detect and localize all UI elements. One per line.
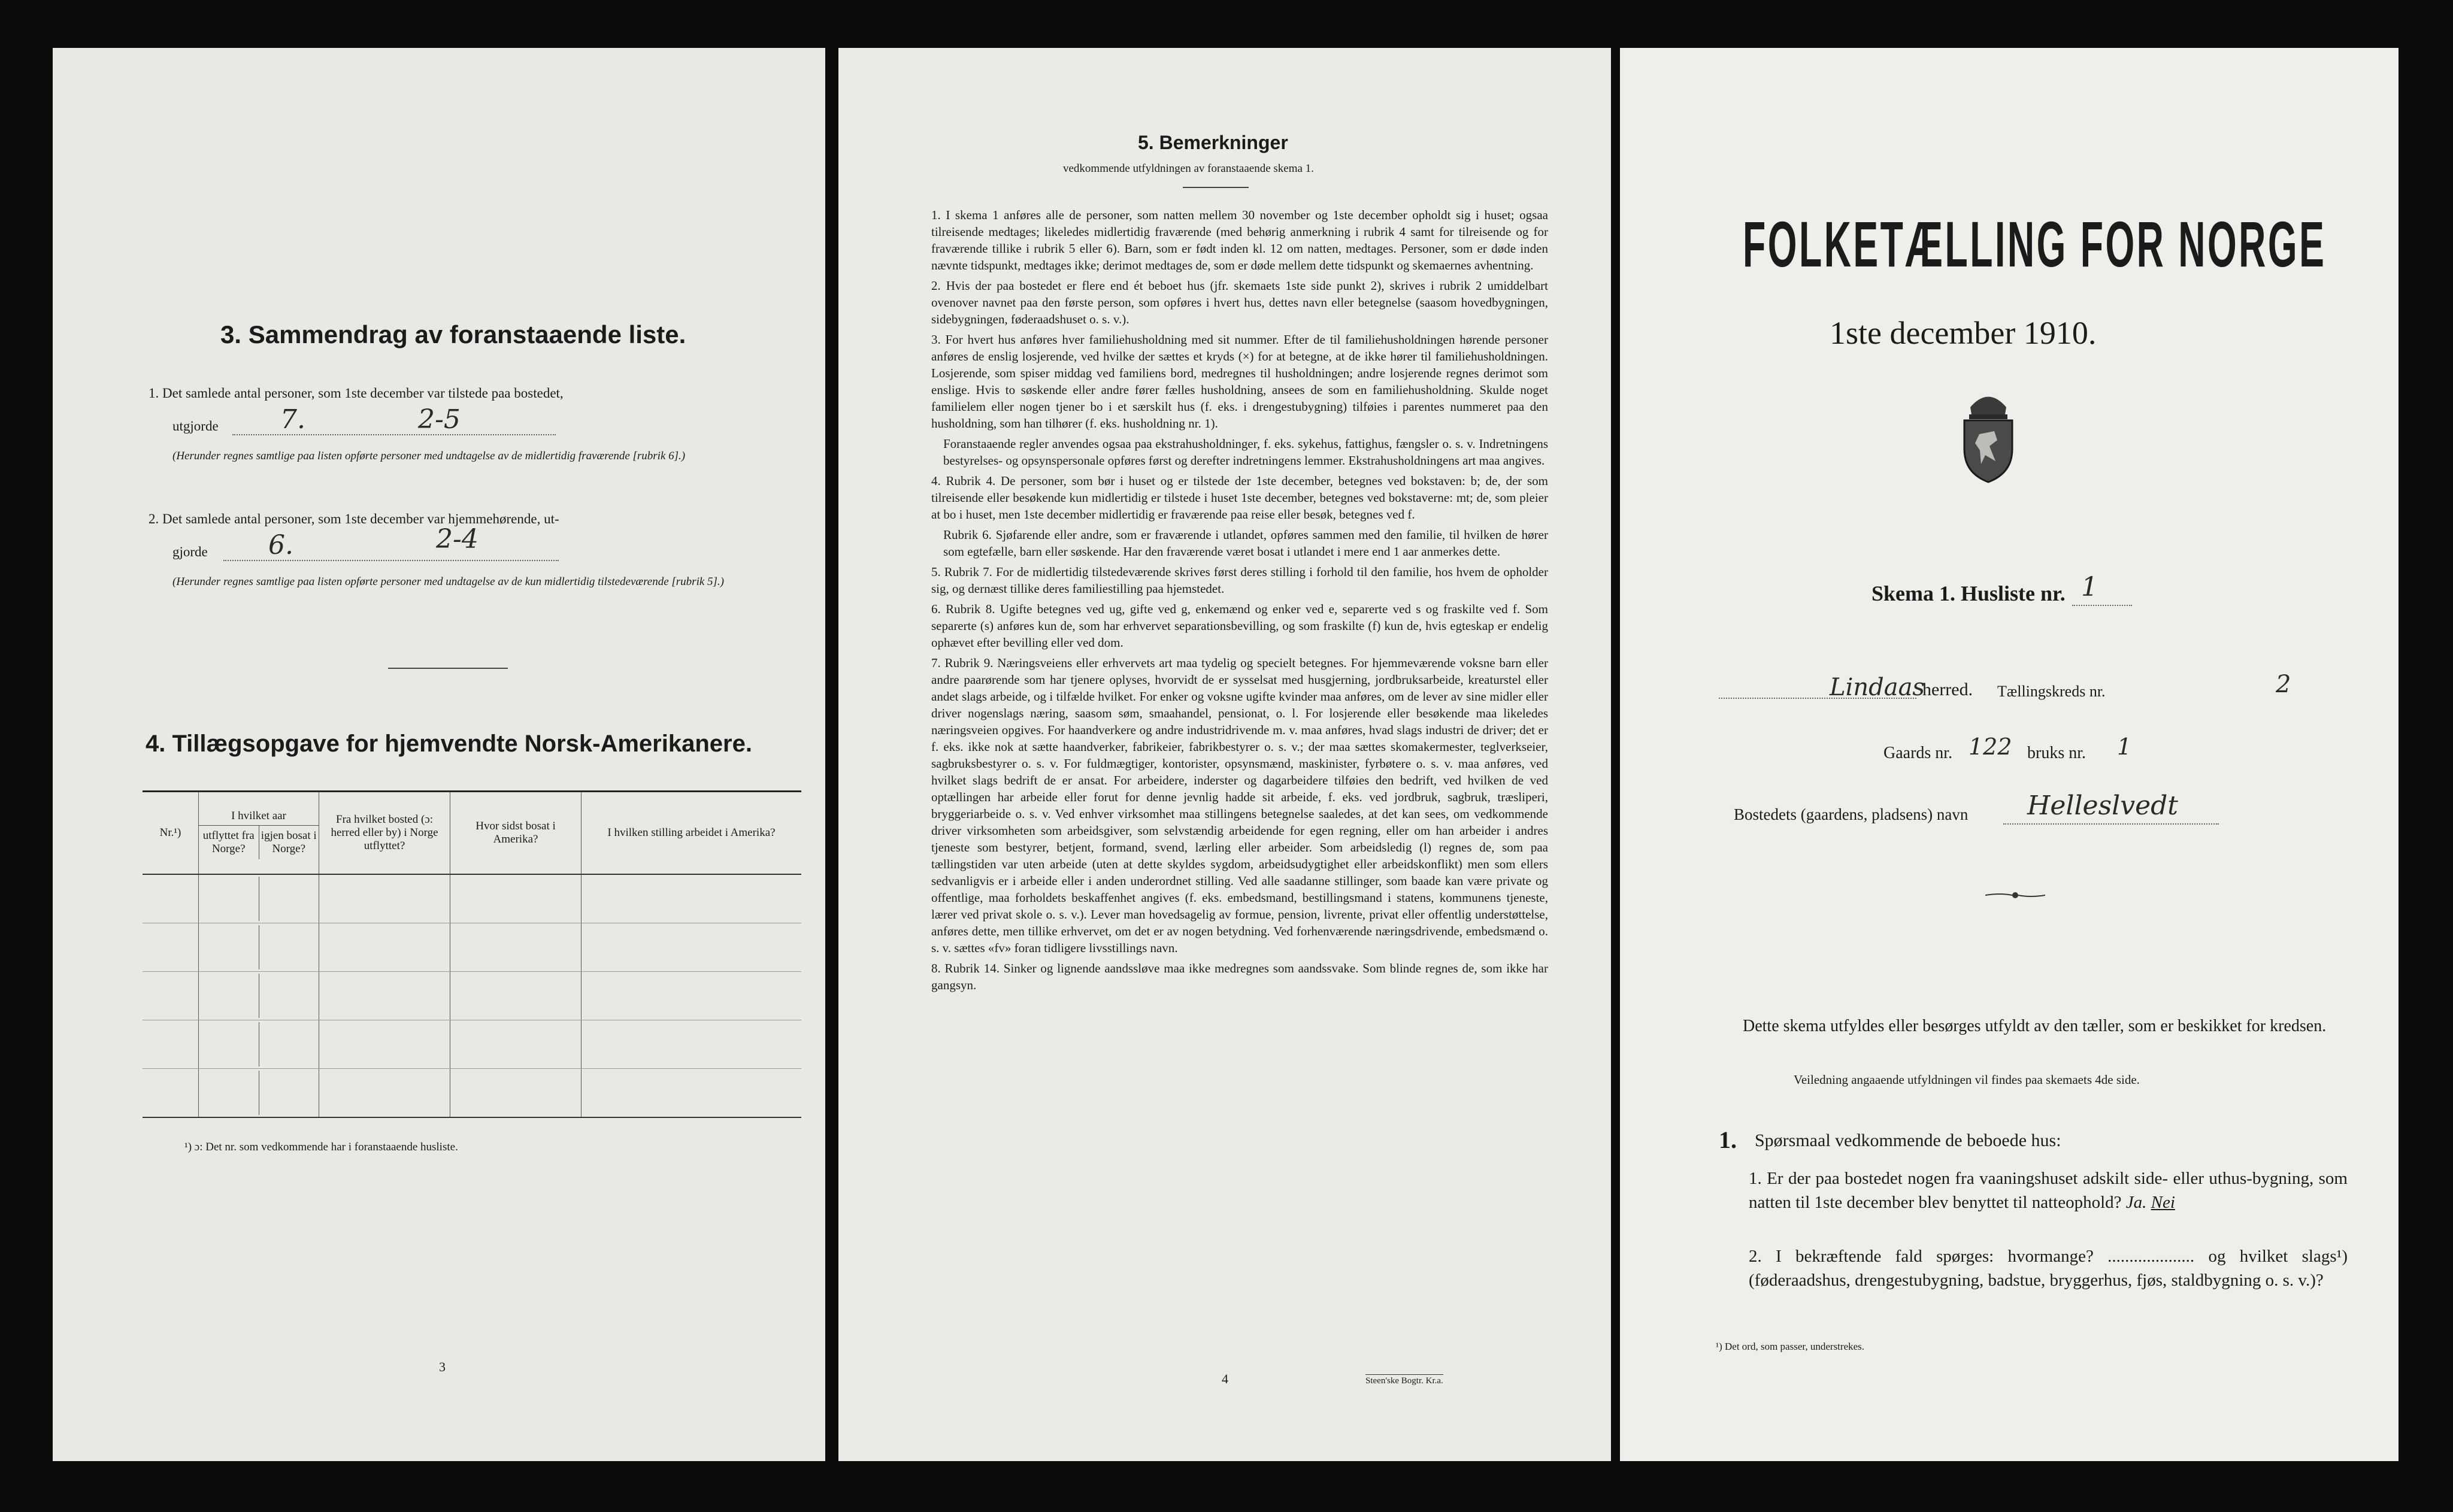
col-last-residence: Hvor sidst bosat i Amerika? [450,792,582,875]
returnee-table [143,790,801,1118]
section3-title: 3. Sammendrag av foranstaaende liste. [220,320,686,349]
section5-subtitle: vedkommende utfyldningen av foranstaaende skema 1. [1063,162,1314,175]
item1-extra: 2-5 [418,404,461,435]
table-row [143,923,801,972]
right-footnote: ¹) Det ord, som passer, understrekes. [1716,1341,1865,1352]
instruction: Dette skema utfyldes eller besørges utfyldt av den tæller, som er beskikket for kredsen. [1743,1017,2327,1035]
bosted-label: Bostedets (gaardens, pladsens) navn [1734,805,1969,823]
divider [1183,187,1249,188]
husliste-line [2072,605,2132,606]
item2-value: 6. [268,530,293,560]
instruction-small: Veiledning angaaende utfyldningen vil findes paa skemaets 4de side. [1794,1072,2140,1087]
remark-item: 7. Rubrik 9. Næringsveiens eller erhvervets art maa tydelig og specielt betegnes. For hjemmeværende voksne barn eller andre paarørende som har tjenere oplyses, hvorvidt de er sysselsat med husgjerning, jordbruksarbeide, kreaturstel eller andet slags arbeide, og i tilfælde hvilket. For enker og voksne ugifte kvinder maa anføres, om de lever av sine midler eller driver nogenslags næring, saasom søm, smaahandel, pensionat, o. l. For losjerende eller besøkende maa likeledes næringsveien opgives. For haandverkere og andre industridrivende m. v. maa anføres, hvad slags industri de driver; det er f. eks. ikke nok at sætte haandverker, fabrikeier, fabrikbestyrer o. s. v.; der maa sættes skomakermester, teglverkseier, sagbruksbestyrer o. s. v. For fuldmægtiger, kontorister, opsynsmænd, maskinister, fyrbøtere o. s. v. maa anføres, ved hvilket slags bedrift de er ansat. For arbeidere, inderster og dagarbeidere tilføies den bedrift, ved hvilken de ved optællingen har arbeide eller forut for denne jevnlig hadde sit arbeide, f. eks. ved jordbruk, sagbruk, træsliperi, bryggeriarbeide o. s. v. Ved enhver virksomhet maa stillingens betegnelse saaledes, at det kan sees, om vedkommende driver virksomheten som arbeidsgiver, som selvstændig arbeidende for egen regning, eller om han arbeider i andres tjeneste som bestyrer, betjent, formand, svend, lærling eller arbeider. Som arbeidsledig (l) regnes de, som paa tællingstiden var uten arbeide (uten at dette skyldes sygdom, arbeidsudygtighet eller arbeidskonflikt) men som ellers sedvanligvis er i arbeide eller i anden underordnet stilling. Ved alle saadanne stillinger, som baade kan være private og offentlige, maa forholdets beskaffenhet angives (f. eks. embedsmand, bestillingsmand i statens, kommunens tjeneste, lærer ved privat skole o. s. v.). Lever man hovedsagelig av formue, pension, livrente, privat eller offentlig understøttelse, anføres dette, men tillike erhvervet, om det er av nogen betydning. Ved forhenværende næringsdrivende, embedsmænd o. s. v. sættes «fv» foran tidligere livsstillings navn. [931,656,1548,955]
table-row [143,972,801,1020]
remark-item: Foranstaaende regler anvendes ogsaa paa ekstrahusholdninger, f. eks. sykehus, fattighus, fængsler o. s. v. Indretningens bestyrelses- og opsynspersonale opføres først og derefter indretningens lemmer. Ekstrahusholdningens art maa angives. [943,437,1548,468]
item2-note: (Herunder regnes samtlige paa listen opførte personer med undtagelse av de kun midlertidig tilstedeværende [rubrik 5].) [172,575,724,588]
col-occupation: I hvilken stilling arbeidet i Amerika? [582,792,802,875]
bosted-line [2003,823,2219,825]
right-page [1620,48,2399,1461]
bruks-value: 1 [2117,734,2132,760]
herred-value: Lindaas [1830,674,1925,701]
item1-text: 1. Det samlede antal personer, som 1ste december var tilstede paa bostedet, [149,386,564,401]
table-row [143,1069,801,1118]
q1-answer-nei: Nei [2151,1193,2175,1212]
divider [388,668,508,669]
col-returned: igjen bosat i Norge? [261,829,317,855]
item1-label: utgjorde [172,419,219,434]
left-page [53,48,825,1461]
section5-title: 5. Bemerkninger [1138,132,1288,153]
remark-item: 6. Rubrik 8. Ugifte betegnes ved ug, gifte ved g, enkemænd og enker ved e, separerte ved s og fraskilte ved f. Som separerte (s) anføres kun de, som har erhvervet separationsbevilling, og som fraskilte (f) kun de, hvis egteskap er endelig ophævet efter bevilling eller ved dom. [931,602,1548,650]
bruks-label: bruks nr. [2027,744,2086,762]
item1-value: 7. [280,404,305,435]
husliste-nr: 1 [2081,572,2098,602]
date-line: 1ste december 1910. [1830,315,2097,351]
remarks-list [931,207,1548,997]
item1-line [232,434,556,435]
kreds-label: Tællingskreds nr. [1997,683,2106,700]
table-footnote: ¹) ɔ: Det nr. som vedkommende har i foranstaaende husliste. [184,1141,458,1153]
col-year: I hvilket aar [199,807,319,826]
question-1 [1749,1166,2348,1214]
table-row [143,1020,801,1069]
item1-note: (Herunder regnes samtlige paa listen opførte personer med undtagelse av de midlertidig fraværende [rubrik 6].) [172,450,686,462]
page-number: 4 [1222,1371,1228,1386]
gaards-label: Gaards nr. [1883,744,1953,762]
q1-text: 1. Er der paa bostedet nogen fra vaaningshuset adskilt side- eller uthus-bygning, som natten til 1ste december blev benyttet til natteophold? [1749,1169,2348,1212]
table-row [143,874,801,923]
main-title: FOLKETÆLLING FOR NORGE [1743,208,2327,280]
ornament-icon [1985,889,2045,901]
printer-mark: Steen'ske Bogtr. Kr.a. [1365,1374,1443,1386]
kreds-value: 2 [2276,671,2291,698]
q-number: 1. [1719,1126,1737,1153]
question-2: 2. I bekræftende fald spørges: hvormange? .................... og hvilket slags¹) (føderaadshus, drengestubygning, badstue, bryggerhus, fjøs, staldbygning o. s. v.)? [1749,1247,2348,1290]
q1-answer-ja: Ja. [2125,1193,2147,1212]
schema-label: Skema 1. Husliste nr. [1871,581,2066,605]
gaards-value: 122 [1969,734,2012,760]
coat-of-arms-icon [1952,383,2024,485]
col-from-where: Fra hvilket bosted (ɔ: herred eller by) i Norge utflyttet? [319,792,450,875]
herred-label: herred. [1922,680,1973,699]
section4-title: 4. Tillægsopgave for hjemvendte Norsk-Amerikanere. [146,731,752,757]
remark-item: 1. I skema 1 anføres alle de personer, som natten mellem 30 november og 1ste december opholdt sig i huset; ogsaa tilreisende medtages; likeledes midlertidig fraværende (med behørig anmerkning i rubrik 4 samt for tilreisende og for fraværende tillike i rubrik 5 eller 6). Barn, som er født inden kl. 12 om natten, medtages. Personer, som er døde inden nævnte tidspunkt, medtages ikke; derimot medtages de, som er døde mellem dette tidspunkt og skemaernes avhentning. [931,208,1548,272]
q-title: Spørsmaal vedkommende de beboede hus: [1755,1131,2061,1150]
col-nr: Nr.¹) [143,792,199,875]
item2-text: 2. Det samlede antal personer, som 1ste december var hjemmehørende, ut- [149,511,559,526]
remark-item: 5. Rubrik 7. For de midlertidig tilstedeværende skrives først deres stilling i forhold til den familie, hos hvem de opholder sig, og dernæst tillike deres familiestilling paa hjemstedet. [931,565,1548,596]
item2-extra: 2-4 [436,524,479,554]
col-emigrated: utflyttet fra Norge? [199,826,259,859]
remark-item: 8. Rubrik 14. Sinker og lignende aandssløve maa ikke medregnes som aandssvake. Som blinde regnes de, som ikke har gangsyn. [931,961,1548,992]
remark-item: 2. Hvis der paa bostedet er flere end ét beboet hus (jfr. skemaets 1ste side punkt 2), skrives i rubrik 2 umiddelbart ovenover navnet paa den første person, som opføres i hvert hus, dettes navn eller betegnelse (saasom hovedbygningen, sidebygningen, føderaadshuset o. s. v.). [931,278,1548,326]
col-year-group [199,792,319,875]
remark-item: Rubrik 6. Sjøfarende eller andre, som er fraværende i utlandet, opføres sammen med den familie, til hvilken de hører som egtefælle, barn eller søskende. Har den fraværende været bosat i utlandet i mere end 1 aar anmerkes dette. [943,528,1548,559]
remark-item: 4. Rubrik 4. De personer, som bør i huset og er tilstede der 1ste december, betegnes ved bokstaven: b; de, der som tilreisende eller besøkende kun midlertidig er tilstede i huset 1ste december, betegnes ved bokstaverne: mt; de, som pleier at bo i huset, men 1ste december midlertidig er fraværende paa reise eller besøk, betegnes ved f. [931,474,1548,522]
item2-label: gjorde [172,544,208,559]
middle-page [838,48,1611,1461]
page-number: 3 [439,1359,446,1374]
remark-item: 3. For hvert hus anføres hver familiehusholdning med sit nummer. Efter de til familiehusholdningen hørende personer anføres de enslig losjerende, ved hvilke der sættes et kryds (×) for at betegne, at de ikke hører til familiehusholdningen. Losjerende, som spiser middag ved familiens bord, medregnes til husholdningen; andre losjerende regnes derimot som enslige. Hvis to søskende eller andre fører fælles husholdning, ansees de som en familiehusholdning. Skulde noget familielem eller nogen tjener bo i et særskilt hus (f. eks. i drengestubygning) tilføies i parentes nummeret paa den husholdning, som han tilhører (f. eks. husholdning nr. 1). [931,332,1548,431]
bosted-value: Helleslvedt [2027,790,2178,821]
item2-line [223,560,559,561]
